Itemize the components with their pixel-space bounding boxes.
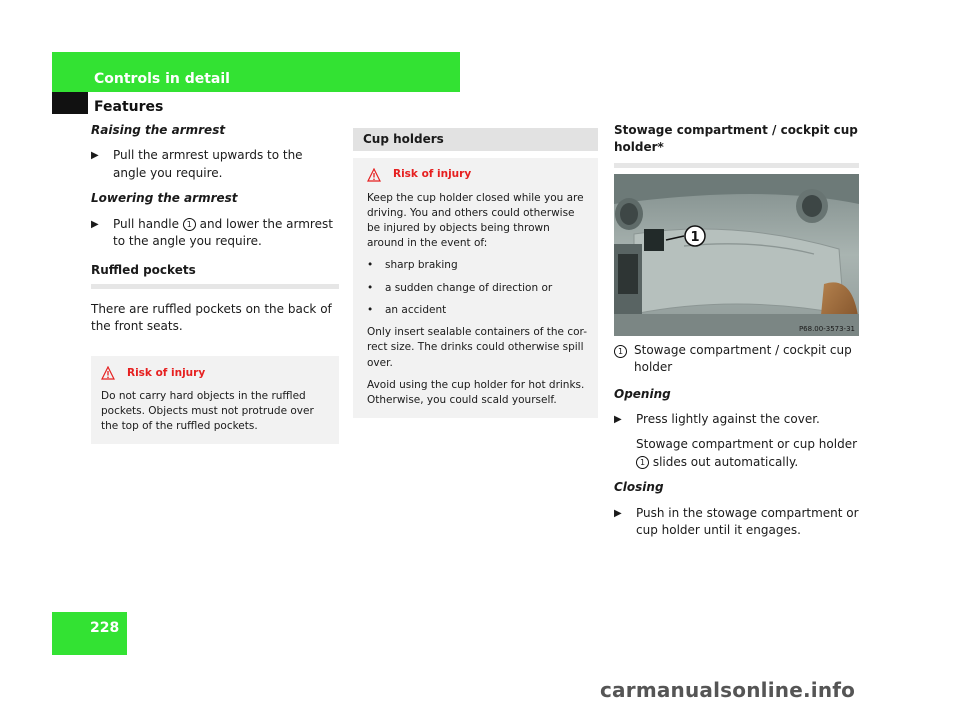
warning-box [91,356,339,445]
warning-title: Risk of injury [393,168,472,181]
list-item: • sharp braking [367,258,588,273]
cockpit-photo [614,174,859,336]
bullet-dot-icon [367,258,385,273]
step-text: Push in the stowage compartment or cup holder until it engages. [636,505,859,537]
lowering-armrest-heading: Lowering the armrest [91,191,238,206]
callout-number: 1 [183,218,196,231]
page-number: 228 [90,620,120,636]
step-text: Pull handle 1 and lower the armrest to the angle you require. [113,216,333,248]
section-title: Controls in detail [94,71,230,87]
photo-callout-number: 1 [690,229,700,245]
bullet-dot-icon [367,281,385,296]
ruffled-pockets-text: There are ruffled pockets on the back of the front seats. [91,301,332,334]
warning-triangle-icon [367,168,381,182]
bullet-arrow-icon [91,216,113,251]
closing-heading: Closing [614,480,664,495]
warning-box [353,158,598,418]
column-left [91,122,339,444]
ruffled-pockets-heading: Ruffled pockets [91,263,196,278]
callout-number: 1 [614,345,627,358]
caption-text: Stowage compartment / cockpit cup holder [634,342,852,375]
opening-heading: Opening [614,386,671,401]
bullet-arrow-icon [614,505,636,540]
photo-caption [614,342,859,377]
instruction-step [614,505,859,540]
warning-triangle-icon [101,366,115,380]
subsection-title: Features [94,99,164,115]
step-text: Pull the armrest upwards to the angle you require. [113,148,303,180]
warning-paragraph: Only insert sealable containers of the cor-rect size. The drinks could otherwise spill over. [367,326,587,369]
step-result: Stowage compartment or cup holder 1 slides out automatically. [636,437,858,469]
bullet-arrow-icon [614,411,636,428]
step-text: Press lightly against the cover. [636,411,820,426]
cup-holders-heading: Cup holders [353,128,598,151]
header-marker [52,92,88,114]
section-divider [91,284,339,289]
bullet-dot-icon [367,303,385,318]
instruction-step [614,411,859,428]
warning-paragraph: Avoid using the cup holder for hot drinks. Otherwise, you could scald yourself. [367,378,585,407]
instruction-step [91,147,339,182]
column-middle [353,128,598,418]
warning-intro: Keep the cup holder closed while you are driving. You and others could otherwise be injured by objects being thrown around in the event of: [367,191,584,250]
raising-armrest-heading: Raising the armrest [91,123,226,137]
instruction-step [91,216,339,251]
warning-text: Do not carry hard objects in the ruffled pockets. Objects must not protrude over the top of the ruffled pockets. [101,389,314,433]
list-item: • a sudden change of direction or [367,281,588,296]
callout-number: 1 [636,456,649,469]
photo-code: P68.00-3573-31 [798,324,855,333]
warning-title: Risk of injury [127,366,206,379]
list-item: • an accident [367,303,588,318]
stowage-heading: Stowage compartment / cockpit cup holder* [614,123,858,155]
column-right [614,122,859,547]
bullet-arrow-icon [91,147,113,182]
section-divider [614,163,859,168]
watermark-text: carmanualsonline.info [600,678,856,702]
